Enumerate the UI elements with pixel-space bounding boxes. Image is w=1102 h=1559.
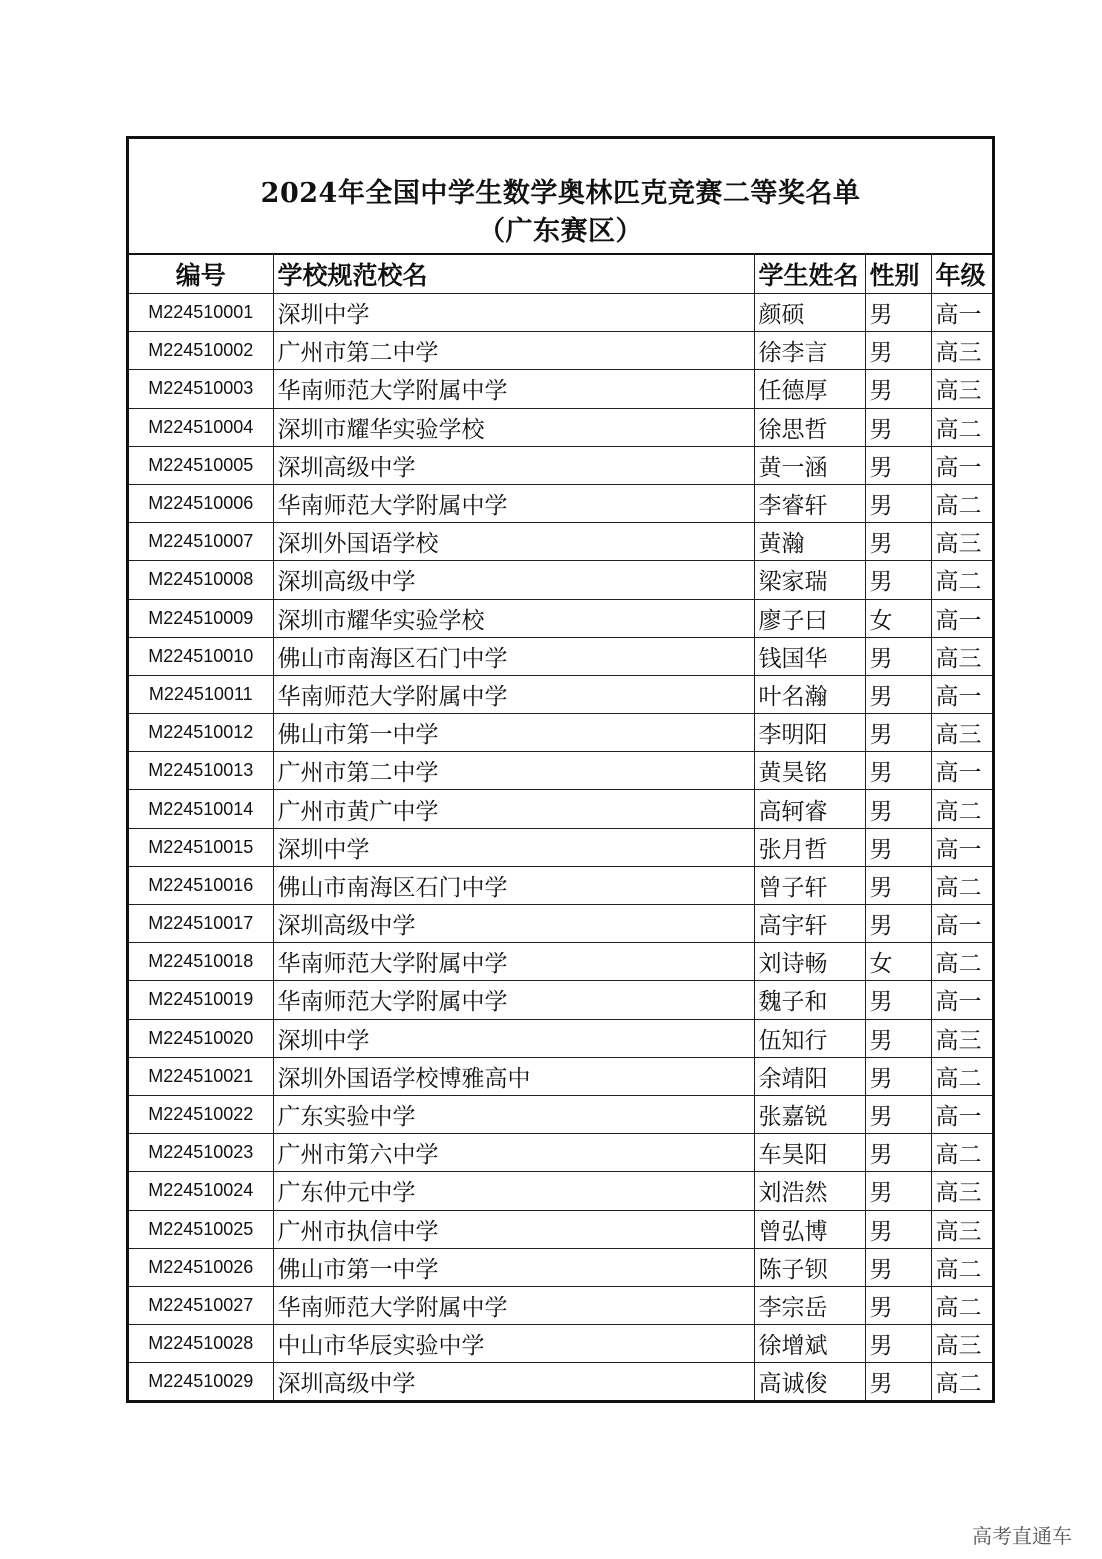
cell-id: M224510007 [129, 523, 273, 561]
cell-grade: 高二 [931, 866, 992, 904]
table-row [129, 981, 992, 1019]
table-row [129, 1210, 992, 1248]
cell-school: 广东仲元中学 [273, 1172, 754, 1210]
cell-school: 深圳中学 [273, 1019, 754, 1057]
cell-grade: 高二 [931, 1057, 992, 1095]
cell-gender: 男 [865, 752, 931, 790]
cell-student-name: 黄一涵 [754, 446, 865, 484]
cell-student-name: 张嘉锐 [754, 1095, 865, 1133]
cell-school: 深圳市耀华实验学校 [273, 599, 754, 637]
cell-student-name: 高轲睿 [754, 790, 865, 828]
table-row [129, 523, 992, 561]
cell-student-name: 曾子轩 [754, 866, 865, 904]
header-row [129, 255, 992, 294]
cell-school: 广州市黄广中学 [273, 790, 754, 828]
table-row [129, 370, 992, 408]
cell-grade: 高三 [931, 714, 992, 752]
cell-id: M224510009 [129, 599, 273, 637]
cell-gender: 男 [865, 332, 931, 370]
table-row [129, 1057, 992, 1095]
cell-student-name: 梁家瑞 [754, 561, 865, 599]
table-row [129, 1363, 992, 1401]
cell-id: M224510022 [129, 1095, 273, 1133]
cell-grade: 高三 [931, 1172, 992, 1210]
cell-gender: 男 [865, 408, 931, 446]
cell-id: M224510028 [129, 1325, 273, 1363]
table-row [129, 943, 992, 981]
cell-student-name: 颜硕 [754, 294, 865, 332]
cell-gender: 男 [865, 675, 931, 713]
cell-school: 深圳外国语学校 [273, 523, 754, 561]
cell-school: 深圳市耀华实验学校 [273, 408, 754, 446]
cell-id: M224510011 [129, 675, 273, 713]
table-row [129, 1019, 992, 1057]
cell-gender: 男 [865, 1095, 931, 1133]
cell-gender: 男 [865, 790, 931, 828]
cell-gender: 男 [865, 828, 931, 866]
cell-grade: 高二 [931, 1248, 992, 1286]
cell-school: 华南师范大学附属中学 [273, 943, 754, 981]
cell-school: 深圳高级中学 [273, 446, 754, 484]
cell-id: M224510012 [129, 714, 273, 752]
table-row [129, 1172, 992, 1210]
cell-school: 广州市第二中学 [273, 332, 754, 370]
cell-gender: 男 [865, 1210, 931, 1248]
cell-gender: 男 [865, 1286, 931, 1324]
cell-student-name: 刘诗畅 [754, 943, 865, 981]
cell-grade: 高一 [931, 752, 992, 790]
cell-gender: 男 [865, 714, 931, 752]
cell-student-name: 魏子和 [754, 981, 865, 1019]
cell-student-name: 叶名瀚 [754, 675, 865, 713]
cell-school: 深圳高级中学 [273, 905, 754, 943]
cell-grade: 高一 [931, 446, 992, 484]
cell-student-name: 任德厚 [754, 370, 865, 408]
cell-grade: 高二 [931, 484, 992, 522]
table-row [129, 675, 992, 713]
cell-student-name: 钱国华 [754, 637, 865, 675]
cell-grade: 高一 [931, 599, 992, 637]
award-list-sheet [126, 136, 995, 1403]
cell-school: 广州市第六中学 [273, 1134, 754, 1172]
cell-school: 华南师范大学附属中学 [273, 484, 754, 522]
header-student-name: 学生姓名 [754, 255, 865, 294]
cell-grade: 高三 [931, 370, 992, 408]
table-row [129, 637, 992, 675]
cell-id: M224510021 [129, 1057, 273, 1095]
cell-grade: 高二 [931, 1286, 992, 1324]
cell-student-name: 高宇轩 [754, 905, 865, 943]
cell-grade: 高二 [931, 943, 992, 981]
cell-student-name: 黄昊铭 [754, 752, 865, 790]
table-row [129, 866, 992, 904]
cell-gender: 男 [865, 905, 931, 943]
cell-gender: 男 [865, 561, 931, 599]
cell-grade: 高三 [931, 523, 992, 561]
cell-school: 佛山市南海区石门中学 [273, 866, 754, 904]
cell-id: M224510020 [129, 1019, 273, 1057]
cell-gender: 男 [865, 1363, 931, 1401]
watermark: 高考直通车 [972, 1524, 1072, 1548]
cell-grade: 高三 [931, 637, 992, 675]
cell-student-name: 曾弘博 [754, 1210, 865, 1248]
cell-school: 广州市执信中学 [273, 1210, 754, 1248]
cell-grade: 高三 [931, 1210, 992, 1248]
table-row [129, 1325, 992, 1363]
cell-id: M224510014 [129, 790, 273, 828]
cell-grade: 高三 [931, 332, 992, 370]
cell-gender: 男 [865, 1134, 931, 1172]
cell-gender: 男 [865, 1057, 931, 1095]
cell-gender: 男 [865, 866, 931, 904]
cell-id: M224510005 [129, 446, 273, 484]
cell-id: M224510029 [129, 1363, 273, 1401]
cell-gender: 男 [865, 637, 931, 675]
cell-grade: 高二 [931, 408, 992, 446]
cell-id: M224510001 [129, 294, 273, 332]
cell-school: 佛山市南海区石门中学 [273, 637, 754, 675]
cell-id: M224510003 [129, 370, 273, 408]
cell-gender: 男 [865, 370, 931, 408]
cell-student-name: 陈子钡 [754, 1248, 865, 1286]
cell-student-name: 车昊阳 [754, 1134, 865, 1172]
header-grade: 年级 [931, 255, 992, 294]
table-row [129, 714, 992, 752]
table-row [129, 446, 992, 484]
cell-grade: 高一 [931, 905, 992, 943]
cell-gender: 男 [865, 981, 931, 1019]
header-id: 编号 [129, 255, 273, 294]
cell-gender: 女 [865, 599, 931, 637]
cell-id: M224510026 [129, 1248, 273, 1286]
table-row [129, 905, 992, 943]
cell-student-name: 伍知行 [754, 1019, 865, 1057]
cell-student-name: 刘浩然 [754, 1172, 865, 1210]
cell-gender: 男 [865, 1248, 931, 1286]
table-row [129, 828, 992, 866]
cell-school: 广东实验中学 [273, 1095, 754, 1133]
cell-student-name: 余靖阳 [754, 1057, 865, 1095]
cell-gender: 女 [865, 943, 931, 981]
cell-id: M224510019 [129, 981, 273, 1019]
cell-student-name: 李睿轩 [754, 484, 865, 522]
cell-grade: 高一 [931, 1095, 992, 1133]
cell-school: 华南师范大学附属中学 [273, 981, 754, 1019]
cell-gender: 男 [865, 1019, 931, 1057]
cell-grade: 高二 [931, 1363, 992, 1401]
cell-id: M224510023 [129, 1134, 273, 1172]
cell-school: 中山市华辰实验中学 [273, 1325, 754, 1363]
cell-grade: 高三 [931, 1325, 992, 1363]
cell-grade: 高一 [931, 675, 992, 713]
cell-student-name: 徐增斌 [754, 1325, 865, 1363]
cell-gender: 男 [865, 523, 931, 561]
header-gender: 性别 [865, 255, 931, 294]
cell-id: M224510013 [129, 752, 273, 790]
cell-student-name: 高诚俊 [754, 1363, 865, 1401]
table-row [129, 752, 992, 790]
cell-school: 深圳高级中学 [273, 1363, 754, 1401]
cell-school: 深圳高级中学 [273, 561, 754, 599]
cell-id: M224510008 [129, 561, 273, 599]
cell-school: 深圳中学 [273, 294, 754, 332]
cell-student-name: 张月哲 [754, 828, 865, 866]
table-row [129, 1248, 992, 1286]
page-title: 2024年全国中学生数学奥林匹克竞赛二等奖名单 [260, 178, 861, 209]
cell-student-name: 李明阳 [754, 714, 865, 752]
cell-id: M224510024 [129, 1172, 273, 1210]
cell-id: M224510010 [129, 637, 273, 675]
cell-school: 华南师范大学附属中学 [273, 675, 754, 713]
cell-student-name: 徐思哲 [754, 408, 865, 446]
cell-student-name: 徐李言 [754, 332, 865, 370]
cell-gender: 男 [865, 484, 931, 522]
table-row [129, 561, 992, 599]
cell-id: M224510006 [129, 484, 273, 522]
table-row [129, 1095, 992, 1133]
cell-student-name: 廖子曰 [754, 599, 865, 637]
cell-student-name: 黄瀚 [754, 523, 865, 561]
cell-grade: 高二 [931, 1134, 992, 1172]
table-row [129, 332, 992, 370]
header-school: 学校规范校名 [273, 255, 754, 294]
table-row [129, 294, 992, 332]
cell-grade: 高一 [931, 828, 992, 866]
title-block [129, 139, 992, 255]
cell-gender: 男 [865, 1172, 931, 1210]
table-row [129, 1286, 992, 1324]
cell-student-name: 李宗岳 [754, 1286, 865, 1324]
cell-gender: 男 [865, 294, 931, 332]
cell-gender: 男 [865, 446, 931, 484]
cell-id: M224510016 [129, 866, 273, 904]
cell-school: 华南师范大学附属中学 [273, 370, 754, 408]
cell-school: 佛山市第一中学 [273, 714, 754, 752]
cell-school: 深圳外国语学校博雅高中 [273, 1057, 754, 1095]
table-row [129, 484, 992, 522]
table-row [129, 1134, 992, 1172]
cell-grade: 高三 [931, 1019, 992, 1057]
cell-school: 华南师范大学附属中学 [273, 1286, 754, 1324]
cell-school: 广州市第二中学 [273, 752, 754, 790]
cell-id: M224510025 [129, 1210, 273, 1248]
cell-id: M224510027 [129, 1286, 273, 1324]
cell-grade: 高二 [931, 561, 992, 599]
table-row [129, 408, 992, 446]
cell-id: M224510018 [129, 943, 273, 981]
cell-gender: 男 [865, 1325, 931, 1363]
cell-grade: 高一 [931, 294, 992, 332]
cell-school: 深圳中学 [273, 828, 754, 866]
cell-id: M224510002 [129, 332, 273, 370]
cell-id: M224510004 [129, 408, 273, 446]
cell-grade: 高一 [931, 981, 992, 1019]
cell-grade: 高二 [931, 790, 992, 828]
page-subtitle: （广东赛区） [478, 216, 643, 247]
cell-id: M224510017 [129, 905, 273, 943]
table-row [129, 790, 992, 828]
table-row [129, 599, 992, 637]
cell-school: 佛山市第一中学 [273, 1248, 754, 1286]
cell-id: M224510015 [129, 828, 273, 866]
roster-table [129, 255, 992, 1400]
